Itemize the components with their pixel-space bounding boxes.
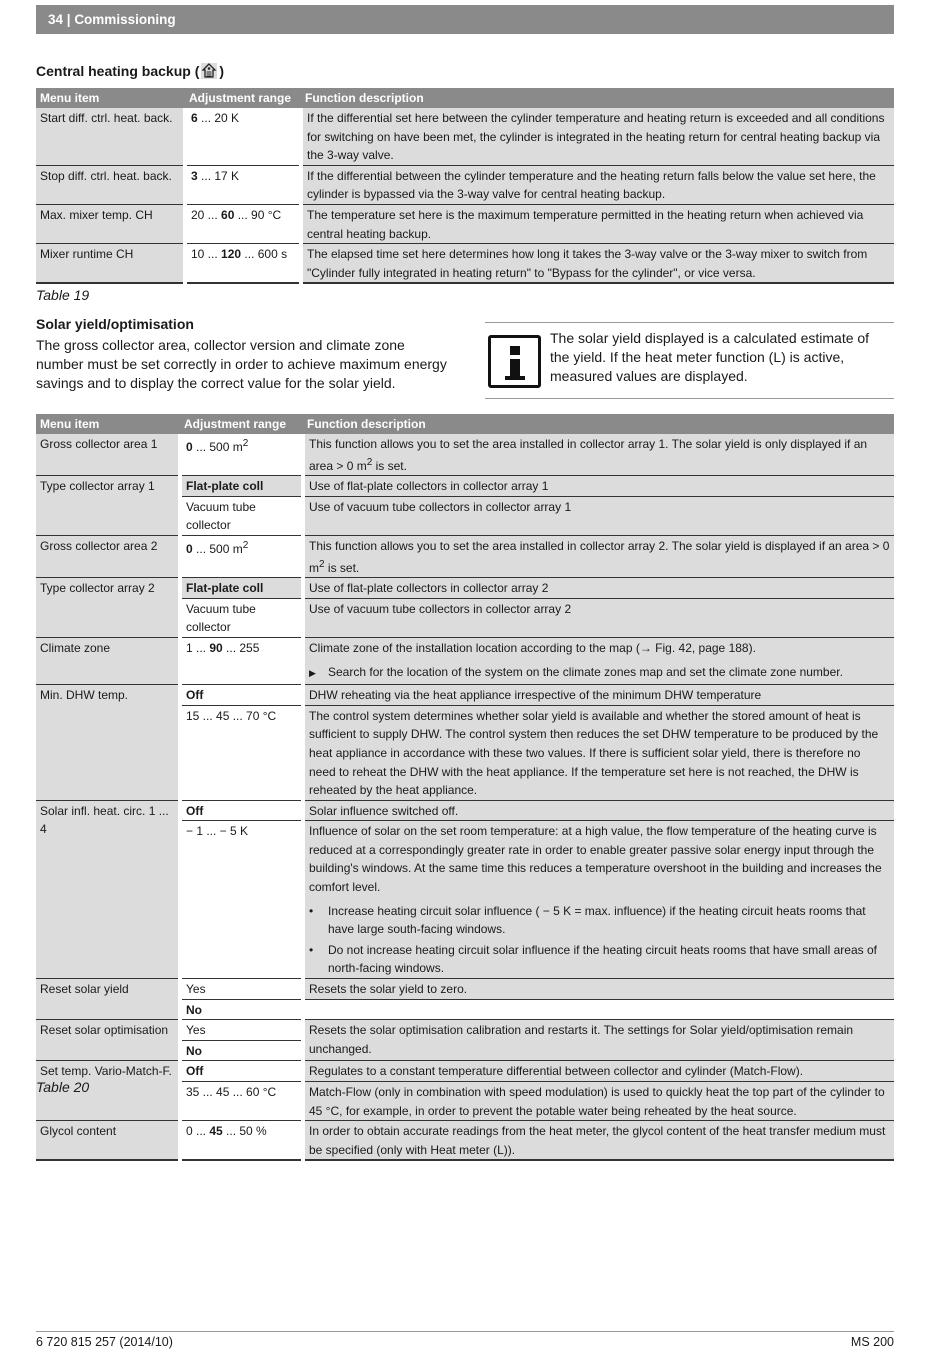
description-cell: Use of flat-plate collectors in collector array 2 [303, 578, 894, 599]
col-function-description: Function description [301, 88, 894, 108]
range-cell: 6 ... 20 K [185, 108, 301, 165]
range-cell: Flat-plate coll [180, 476, 303, 497]
menu-item-cell: Type collector array 2 [36, 578, 180, 638]
table-row [36, 800, 894, 821]
table-row [36, 1121, 894, 1161]
central-heating-backup-table [36, 88, 894, 284]
table-row [36, 535, 894, 577]
page-number: 34 [48, 12, 64, 27]
range-cell: No [180, 999, 303, 1020]
menu-item-cell: Mixer runtime CH [36, 244, 185, 284]
description-cell: Use of vacuum tube collectors in collector array 2 [303, 598, 894, 637]
table-row [36, 578, 894, 599]
table-row [36, 637, 894, 684]
range-cell: 3 ... 17 K [185, 165, 301, 204]
description-cell: Solar influence switched off. [303, 800, 894, 821]
col-menu-item: Menu item [36, 88, 185, 108]
range-cell: Off [180, 1061, 303, 1082]
description-cell: Use of vacuum tube collectors in collector array 1 [303, 496, 894, 535]
menu-item-cell: Min. DHW temp. [36, 685, 180, 801]
menu-item-cell: Climate zone [36, 637, 180, 684]
description-cell: Climate zone of the installation location according to the map (→ Fig. 42, page 188). ▶ Search for the location of the system on the climate zones map and set the climate zone number. [303, 637, 894, 684]
description-cell: If the differential between the cylinder temperature and the heating return falls below the value set here, the cylinder is bypassed via the 3-way valve for central heating backup. [301, 165, 894, 204]
range-cell: 1 ... 90 ... 255 [180, 637, 303, 684]
range-cell: Off [180, 685, 303, 706]
description-cell: Use of flat-plate collectors in collector array 1 [303, 476, 894, 497]
bullet-mark: • [309, 942, 314, 957]
range-cell: 35 ... 45 ... 60 °C [180, 1082, 303, 1121]
menu-item-cell: Glycol content [36, 1121, 180, 1161]
col-adjustment-range: Adjustment range [185, 88, 301, 108]
range-cell: 20 ... 60 ... 90 °C [185, 204, 301, 243]
table-row [36, 1020, 894, 1041]
description-cell: Match-Flow (only in combination with speed modulation) is used to quickly heat the top part of the cylinder to 45 °C, for example, in order to prevent the potable water being reheated by the heat source. [303, 1082, 894, 1121]
action-arrow-icon: ▶ [309, 667, 316, 678]
description-cell: This function allows you to set the area installed in collector array 2. The solar yield is displayed if an area > 0 $m^2$ is set. [303, 535, 894, 577]
info-note [485, 322, 894, 399]
table-header-row [36, 88, 894, 108]
description-cell: If the differential set here between the cylinder temperature and heating return is exceeded and all conditions for switching on have been met, the cylinder is integrated in the heating return for central heating backup via the 3-way valve. [301, 108, 894, 165]
page-header: 34 | Commissioning [36, 5, 894, 34]
menu-item-cell: Gross collector area 2 [36, 535, 180, 577]
range-cell: Yes [180, 1020, 303, 1041]
menu-item-cell: Reset solar optimisation [36, 1020, 180, 1061]
table-header-row [36, 414, 894, 434]
range-cell: 0 ... 500 $m^2$ [180, 535, 303, 577]
menu-item-cell: Max. mixer temp. CH [36, 204, 185, 243]
section-name: Commissioning [74, 12, 176, 27]
table-row [36, 204, 894, 243]
range-cell: Yes [180, 979, 303, 1000]
table-row [36, 979, 894, 1000]
central-heating-icon [200, 62, 218, 80]
table-row [36, 1061, 894, 1082]
menu-item-cell: Reset solar yield [36, 979, 180, 1020]
table-row [36, 244, 894, 284]
product-name: MS 200 [850, 1335, 894, 1349]
range-cell: Vacuum tube collector [180, 496, 303, 535]
description-cell: Regulates to a constant temperature differential between collector and cylinder (Match-Flow). [303, 1061, 894, 1082]
menu-item-cell: Solar infl. heat. circ. 1 ... 4 [36, 800, 180, 978]
range-cell: Off [180, 800, 303, 821]
bullet-mark: • [309, 903, 314, 918]
range-cell: 0 ... 45 ... 50 % [180, 1121, 303, 1161]
menu-item-cell: Set temp. Vario-Match-F. [36, 1061, 180, 1121]
description-cell: The control system determines whether solar yield is available and whether the stored amount of heat is sufficient to supply DHW. The control system then reduces the set DHW temperature to be produced by the heat appliance in accordance with these two values. If there is sufficient solar yield, there is therefore no need to reheat the DHW with the heat appliance. If the temperature set here is not reached, the DHW is reheated by the heat appliance. [303, 705, 894, 800]
menu-item-cell: Stop diff. ctrl. heat. back. [36, 165, 185, 204]
table-row [36, 685, 894, 706]
menu-item-cell: Gross collector area 1 [36, 434, 180, 476]
table-row [36, 434, 894, 476]
range-cell: 15 ... 45 ... 70 °C [180, 705, 303, 800]
central-heating-backup-title: Central heating backup ( ) [36, 63, 225, 79]
col-menu-item: Menu item [36, 414, 180, 434]
solar-yield-table [36, 414, 894, 1161]
description-cell: Influence of solar on the set room temperature: at a high value, the flow temperature of the heating curve is reduced at a correspondingly greater rate in order to enable greater passive solar energy input through the building's windows. At the same time this reduces a temperature overshoot in the building and increases the comfort level. • Increase heating circuit solar influence ( − 5 K = max. influence) if the heating circuit heats rooms that have large south-facing windows. • Do not increase heating circuit solar influence if the heating circuit heats rooms that have small areas of north-facing windows. [303, 821, 894, 979]
table-row [36, 476, 894, 497]
table-caption: Table 19 [36, 287, 90, 303]
footer-divider [36, 1331, 894, 1332]
table-row [36, 108, 894, 165]
table-caption: Table 20 [36, 1079, 90, 1095]
description-cell: The temperature set here is the maximum temperature permitted in the heating return when achieved via central heating backup. [301, 204, 894, 243]
description-cell: Resets the solar optimisation calibration and restarts it. The settings for Solar yield/optimisation remain unchanged. [303, 1020, 894, 1061]
document-number: 6 720 815 257 (2014/10) [36, 1335, 173, 1349]
description-cell: DHW reheating via the heat appliance irrespective of the minimum DHW temperature [303, 685, 894, 706]
description-cell: This function allows you to set the area installed in collector array 1. The solar yield is only displayed if an area > 0 $m^2$ is set. [303, 434, 894, 476]
menu-item-cell: Type collector array 1 [36, 476, 180, 536]
range-cell: − 1 ... − 5 K [180, 821, 303, 979]
solar-section-title: Solar yield/optimisation [36, 316, 194, 332]
description-cell [303, 999, 894, 1020]
menu-item-cell: Start diff. ctrl. heat. back. [36, 108, 185, 165]
solar-intro-text: The gross collector area, collector version and climate zone number must be set correctly in order to achieve maximum energy savings and to display the correct value for the solar yield. [36, 337, 447, 391]
range-cell: Vacuum tube collector [180, 598, 303, 637]
description-cell: In order to obtain accurate readings from the heat meter, the glycol content of the heat transfer medium must be specified (only with Heat meter (L)). [303, 1121, 894, 1161]
info-icon [488, 335, 541, 388]
col-adjustment-range: Adjustment range [180, 414, 303, 434]
table-row [36, 165, 894, 204]
info-note-text: The solar yield displayed is a calculated estimate of the yield. If the heat meter function (L) is active, measured values are displayed. [550, 330, 870, 384]
range-cell: Flat-plate coll [180, 578, 303, 599]
description-cell: The elapsed time set here determines how long it takes the 3-way valve or the 3-way mixer to switch from "Cylinder fully integrated in heating return" to "Bypass for the cylinder", or vice versa. [301, 244, 894, 284]
col-function-description: Function description [303, 414, 894, 434]
range-cell: 10 ... 120 ... 600 s [185, 244, 301, 284]
description-cell: Resets the solar yield to zero. [303, 979, 894, 1000]
range-cell: 0 ... 500 $m^2$ [180, 434, 303, 476]
range-cell: No [180, 1040, 303, 1061]
